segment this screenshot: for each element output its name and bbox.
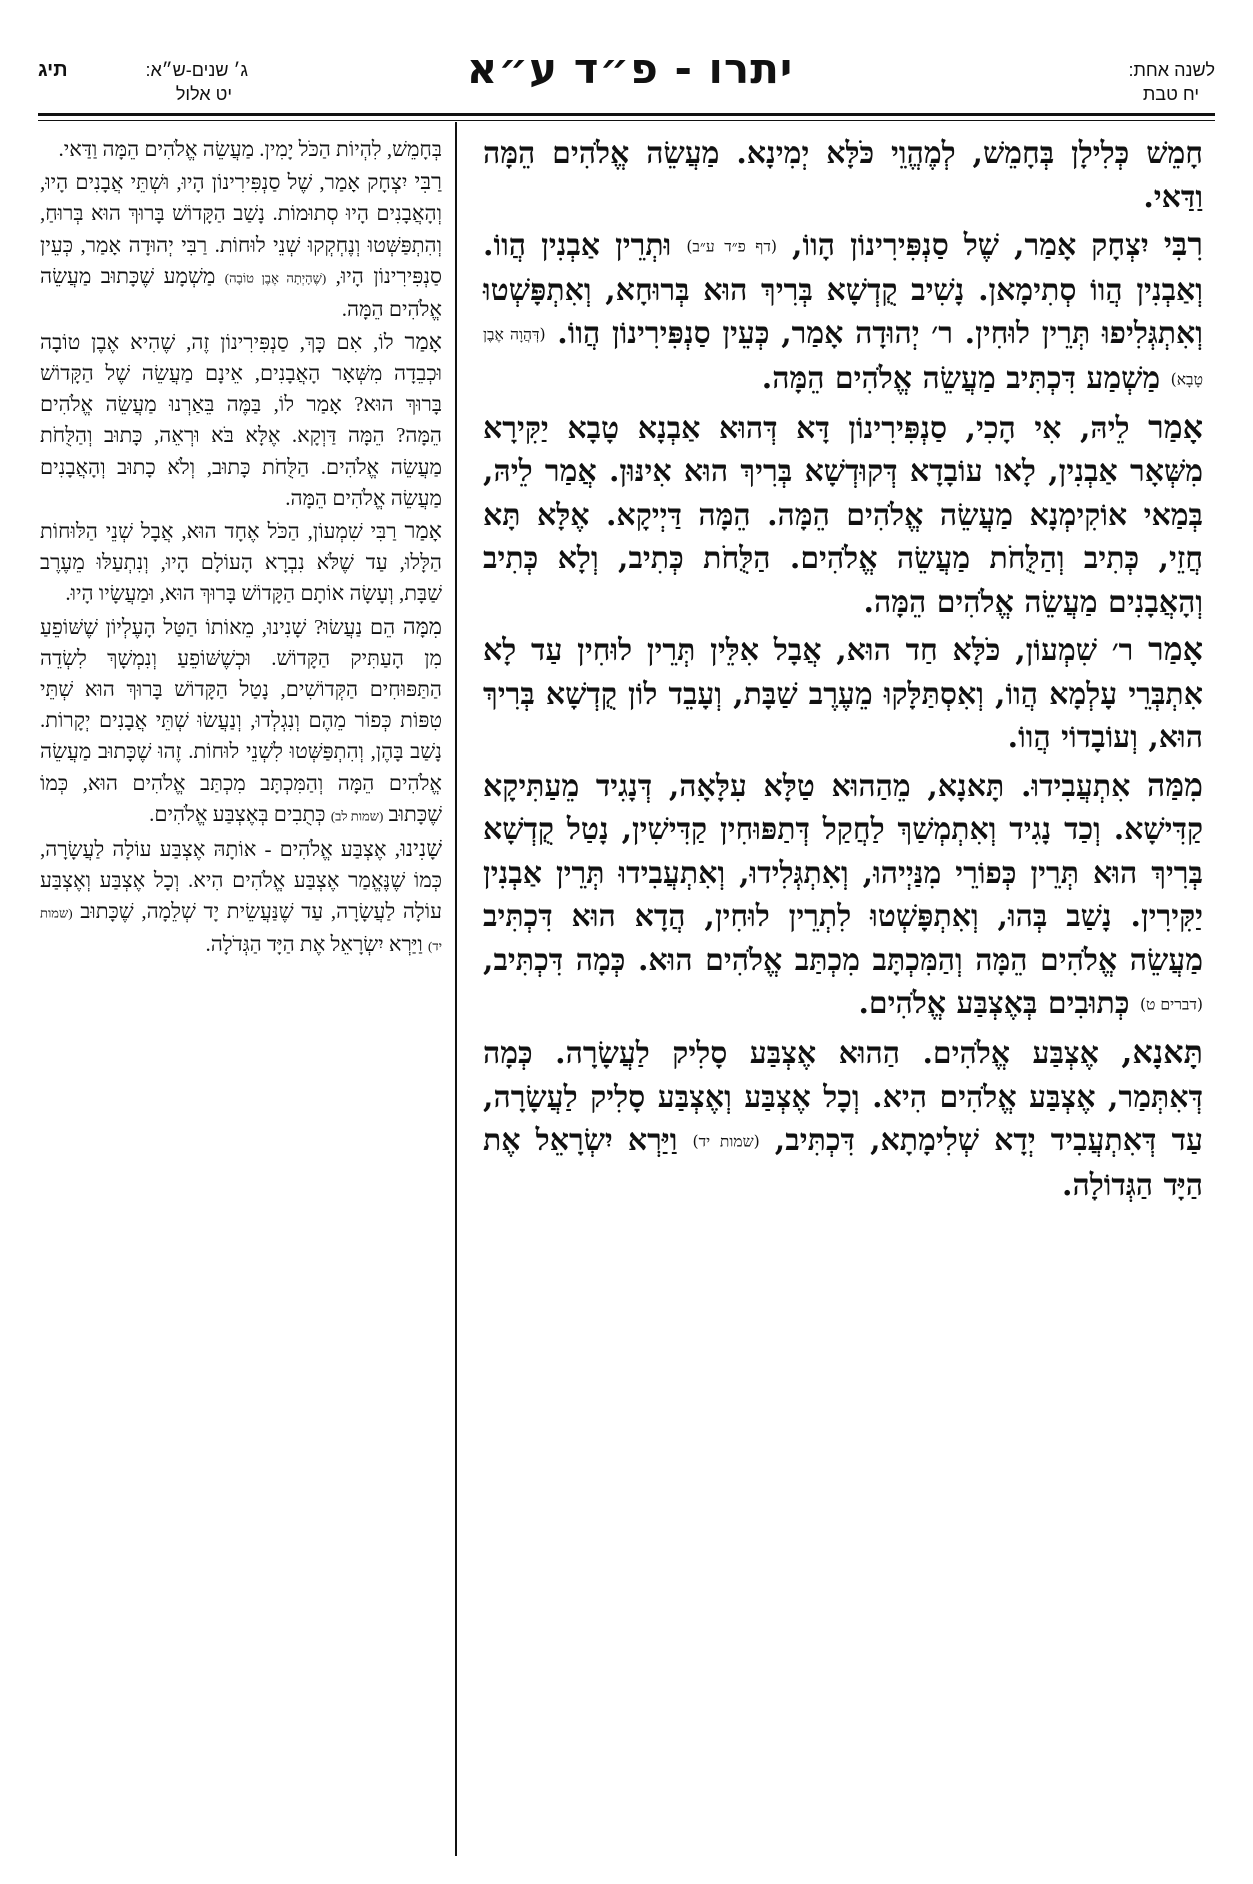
main-paragraph-4 bbox=[483, 628, 1203, 760]
translation-paragraph-6-verse-ref: (שמות יד) bbox=[40, 905, 442, 954]
translation-paragraph-6 bbox=[40, 833, 442, 962]
translation-paragraph-4-text: רַבִּי שִׁמְעוֹן, הַכֹּל אֶחָד הוּא, אֲבָל שְׁנֵי הַלּוּחוֹת הַלָּלוּ, עַד שֶׁלֹּא נִבְרָא הָעוֹלָם הָיוּ, וְנִתְעַלּוּ מֵעֶרֶב שַׁבָּת, וְעָשָׂה אוֹתָם הַקָּדוֹשׁ בָּרוּךְ הוּא, וּמַעֲשָׂיו הָיוּ. bbox=[40, 519, 442, 606]
header-left-line1: ג׳ שנים-ש״א: bbox=[145, 60, 248, 80]
main-paragraph-2-text-c: מַשְׁמַע דִּכְתִּיב מַעֲשֵׂה אֱלֹהִים הֵמָּה. bbox=[761, 361, 1171, 396]
translation-paragraph-2 bbox=[40, 166, 442, 325]
main-paragraph-6-verse-ref: (שמות יד) bbox=[692, 1132, 760, 1151]
main-text-column bbox=[483, 132, 1203, 1211]
translation-paragraph-2-gloss: (שֶׁהָיְתָה אֶבֶן טוֹבָה) bbox=[224, 270, 327, 286]
main-paragraph-5-verse-ref: (דברים ט) bbox=[1139, 995, 1203, 1014]
main-paragraph-3 bbox=[483, 406, 1203, 625]
main-paragraph-2-text-b: וּתְרֵין אַבְנִין הֲווֹ. וְאַבְנִין הֲווֹ סְתִימָאן. נָשִׁיב קֻדְשָׁא בְּרִיךְ הוּא בְּרוּחָא, וְאִתְפָּשְׁטוּ וְאִתְגְּלִיפוּ תְּרֵין לוּחִין. ר׳ יְהוּדָה אָמַר, כְּעֵין סַנְפִּירִינוֹן הֲווֹ. bbox=[483, 228, 1203, 352]
main-paragraph-2-gloss: (דְּהֲוָה אֶבֶן טָבָא) bbox=[483, 325, 1203, 389]
page-title: יתרו - פ״ד ע״א bbox=[466, 44, 794, 93]
translation-paragraph-5 bbox=[40, 611, 442, 832]
translation-text-column bbox=[40, 134, 442, 963]
translation-paragraph-2-text-b: מַשְׁמָע שֶׁכָּתוּב מַעֲשֵׂה אֱלֹהִים הֵמָּה. bbox=[40, 263, 442, 321]
main-paragraph-2-page-ref: (דף פ״ד ע״ב) bbox=[686, 237, 777, 256]
header-rule-thin bbox=[38, 120, 1215, 121]
header-right-line2: יח טבת bbox=[1142, 84, 1199, 104]
main-paragraph-6-opening: תָּאנָא, bbox=[1121, 1034, 1203, 1071]
translation-paragraph-5-opening: מִמָּה bbox=[402, 613, 442, 639]
translation-paragraph-6-text-b: וַיַּרְא יִשְׂרָאֵל אֶת הַיָּד הַגְּדֹלָה. bbox=[205, 931, 428, 956]
main-paragraph-5 bbox=[483, 764, 1203, 1027]
translation-paragraph-6-text-a: אֶצְבַּע אֱלֹהִים - אוֹתָהּ אֶצְבַּע עוֹלָה לַעֲשָׂרָה, כְּמוֹ שֶׁנֶּאֱמַר אֶצְבַּע אֱלֹהִים הִיא. וְכָל אֶצְבַּע וְאֶצְבַּע עוֹלָה לַעֲשָׂרָה, עַד שֶׁנַּעֲשֵׂית יָד שְׁלֵמָה, שֶׁכָּתוּב bbox=[40, 836, 442, 924]
translation-paragraph-6-opening: שָׁנִינוּ, bbox=[394, 835, 442, 861]
translation-paragraph-5-verse-ref: (שמות לב) bbox=[330, 808, 384, 824]
translation-paragraph-4 bbox=[40, 515, 442, 610]
translation-paragraph-5-text-a: הֵם נַעֲשׂוּ? שָׁנִינוּ, מֵאוֹתוֹ הַטַּל הָעֶלְיוֹן שֶׁשּׁוֹפֵעַ מִן הָעַתִּיק הַקָּדוֹשׁ. וּכְשֶׁשּׁוֹפֵעַ וְנִמְשָׁךְ לִשְׂדֵה הַתַּפּוּחִים הַקְּדוֹשִׁים, נָטַל הַקָּדוֹשׁ בָּרוּךְ הוּא שְׁתֵּי טִפּוֹת כְּפוֹר מֵהֶם וְנִגְלְדוּ, וְנַעֲשׂוּ שְׁתֵּי אֲבָנִים יְקָרוֹת. נָשַׁב בָּהֶן, וְהִתְפַּשְּׁטוּ לִשְׁנֵי לוּחוֹת. זֶהוּ שֶׁכָּתוּב מַעֲשֵׂה אֱלֹהִים הֵמָּה וְהַמִּכְתָּב מִכְתַּב אֱלֹהִים הוּא, כְּמוֹ שֶׁכָּתוּב bbox=[40, 614, 442, 826]
header-left-line2: יט אלול bbox=[175, 84, 232, 104]
translation-paragraph-3 bbox=[40, 326, 442, 514]
translation-paragraph-3-opening: אָמַר bbox=[404, 328, 442, 354]
main-paragraph-5-text-a: אִתְעֲבִידוּ. תָּאנָא, מֵהַהוּא טַלָּא עִלָּאָה, דְּנָגִיד מֵעַתִּיקָא קַדִּישָׁא. וְכַד נָגִיד וְאִתְמְשַׁךְ לַחֲקַל דְּתַפּוּחִין קַדִּישִׁין, נָטַל קֻדְשָׁא בְּרִיךְ הוּא תְּרֵין כְּפוֹרֵי מִנַּיְיהוּ, וְאִתְגְּלִידוּ, וְאִתְעֲבִידוּ תְּרֵין אַבְנִין יַקִּירִין. נָשַׁב בְּהוּ, וְאִתְפָּשְׁטוּ לִתְרֵין לוּחִין, הֲדָא הוּא דִּכְתִּיב מַעֲשֵׂה אֱלֹהִים הֵמָּה וְהַמִּכְתָּב מִכְתַּב אֱלֹהִים הוּא. כְּמָה דִּכְתִּיב, bbox=[483, 768, 1203, 978]
translation-paragraph-3-text: לוֹ, אִם כָּךְ, סַנְפִּירִינוֹן זֶה, שֶׁהִיא אֶבֶן טוֹבָה וּכְבֵדָה מִשְּׁאָר הָאֲבָנִים, אֵינָם מַעֲשֵׂה שֶׁל הַקָּדוֹשׁ בָּרוּךְ הוּא? אָמַר לוֹ, בַּמֶּה בֵּאַרְנוּ מַעֲשֵׂה אֱלֹהִים הֵמָּה? הֵמָּה דַּוְקָא. אֶלָּא בֹּא וּרְאֵה, כָּתוּב וְהַלֻּחֹת מַעֲשֵׂה אֱלֹהִים. הַלֻּחֹת כָּתוּב, וְלֹא כָתוּב וְהָאֲבָנִים מַעֲשֵׂה אֱלֹהִים הֵמָּה. bbox=[40, 329, 442, 510]
main-paragraph-2-text-a: יִצְחָק אָמַר, שֶׁל סַנְפִּירִינוֹן הָווֹ, bbox=[776, 228, 1164, 263]
translation-paragraph-1 bbox=[40, 134, 442, 165]
main-paragraph-5-text-b: כְּתוּבִים בְּאֶצְבַּע אֱלֹהִים. bbox=[858, 986, 1140, 1022]
main-paragraph-3-text: לֵיהּ, אִי הָכִי, סַנְפִּירִינוֹן דָּא דְּהוּא אַבְנָא טָבָא יַקִּירָא מִשְּׁאָר אַבְנִין, לָאו עוֹבָדָא דְּקוּדְשָׁא בְּרִיךְ הוּא אִינּוּן. אֲמַר לֵיהּ, בְּמַאי אוֹקִימְנָא מַעֲשֵׂה אֱלֹהִים הֵמָּה. הֵמָּה דַּיְיקָא. אֶלָּא תָּא חֲזֵי, כְּתִיב וְהַלֻּחֹת מַעֲשֵׂה אֱלֹהִים. הַלֻּחֹת כְּתִיב, וְלָא כְּתִיב וְהָאֲבָנִים מַעֲשֵׂה אֱלֹהִים הֵמָּה. bbox=[483, 410, 1203, 620]
translation-paragraph-2-text-a: יִצְחָק אָמַר, שֶׁל סַנְפִּירִינוֹן הָיוּ, וּשְׁתֵּי אֲבָנִים הָיוּ, וְהָאֲבָנִים הָיוּ סְתוּמוֹת. נָשַׁב הַקָּדוֹשׁ בָּרוּךְ הוּא בְּרוּחַ, וְהִתְפַּשְּׁטוּ וְנֶחְקְקוּ שְׁנֵי לוּחוֹת. רַבִּי יְהוּדָה אָמַר, כְּעֵין סַנְפִּירִינוֹן הָיוּ, bbox=[40, 170, 442, 288]
main-paragraph-6 bbox=[483, 1031, 1203, 1207]
header-right-block bbox=[1005, 58, 1215, 106]
main-paragraph-5-opening: מִמַּה bbox=[1147, 766, 1203, 804]
translation-paragraph-1-text: בְּחָמֵשׁ, לִהְיוֹת הַכֹּל יָמִין. מַעֲשֵׂה אֱלֹהִים הֵמָּה וַדַּאי. bbox=[58, 137, 442, 161]
header-left-row bbox=[38, 58, 248, 82]
translation-paragraph-5-text-b: כְּתֻבִים בְּאֶצְבַּע אֱלֹהִים. bbox=[149, 801, 331, 826]
header-rule-thick bbox=[38, 113, 1215, 116]
header-left-block bbox=[38, 58, 248, 106]
main-paragraph-6-text-b: וַיַּרְא יִשְׂרָאֵל אֶת הַיָּד הַגְּדוֹלָה. bbox=[483, 1123, 1203, 1203]
main-paragraph-4-opening: אָמַר bbox=[1148, 631, 1203, 669]
column-divider bbox=[455, 122, 457, 1856]
translation-paragraph-4-opening: אָמַר bbox=[404, 518, 442, 544]
translation-paragraph-2-opening: רַבִּי bbox=[414, 169, 442, 195]
main-paragraph-2 bbox=[483, 223, 1203, 402]
main-paragraph-2-opening: רִבִּי bbox=[1163, 226, 1203, 263]
main-paragraph-4-text: ר׳ שִׁמְעוֹן, כֹּלָּא חַד הוּא, אֲבָל אִלֵּין תְּרֵין לוּחִין עַד לָא אִתְבְּרֵי עָלְמָא הֲווֹ, וְאִסְתַּלָּקוּ מֵעֶרֶב שַׁבָּת, וְעָבֵד לוֹן קֻדְשָׁא בְּרִיךְ הוּא, וְעוֹבָדוֹי הֲווֹ. bbox=[483, 633, 1203, 756]
header-right-line1: לשנה אחת: bbox=[1128, 60, 1215, 80]
page-number: תיג bbox=[38, 59, 68, 81]
main-paragraph-6-text-a: אֶצְבַּע אֱלֹהִים. הַהוּא אֶצְבַּע סָלִיק לַעֲשָׂרָה. כְּמָה דְּאִתְּמַר, אֶצְבַּע אֱלֹהִים הִיא. וְכָל אֶצְבַּע וְאֶצְבַּע סָלִיק לַעֲשָׂרָה, עַד דְּאִתְעֲבִיד יְדָא שְׁלִימָתָא, דִּכְתִּיב, bbox=[483, 1036, 1203, 1158]
main-paragraph-3-opening: אָמַר bbox=[1148, 408, 1203, 446]
main-paragraph-1 bbox=[483, 132, 1203, 219]
main-paragraph-1-text: חָמֵשׁ כְּלִילָן בְּחָמֵשׁ, לְמֶהֱוֵי כֹּלָּא יְמִינָא. מַעֲשֵׂה אֱלֹהִים הֵמָּה וַדַּאי. bbox=[483, 136, 1203, 215]
